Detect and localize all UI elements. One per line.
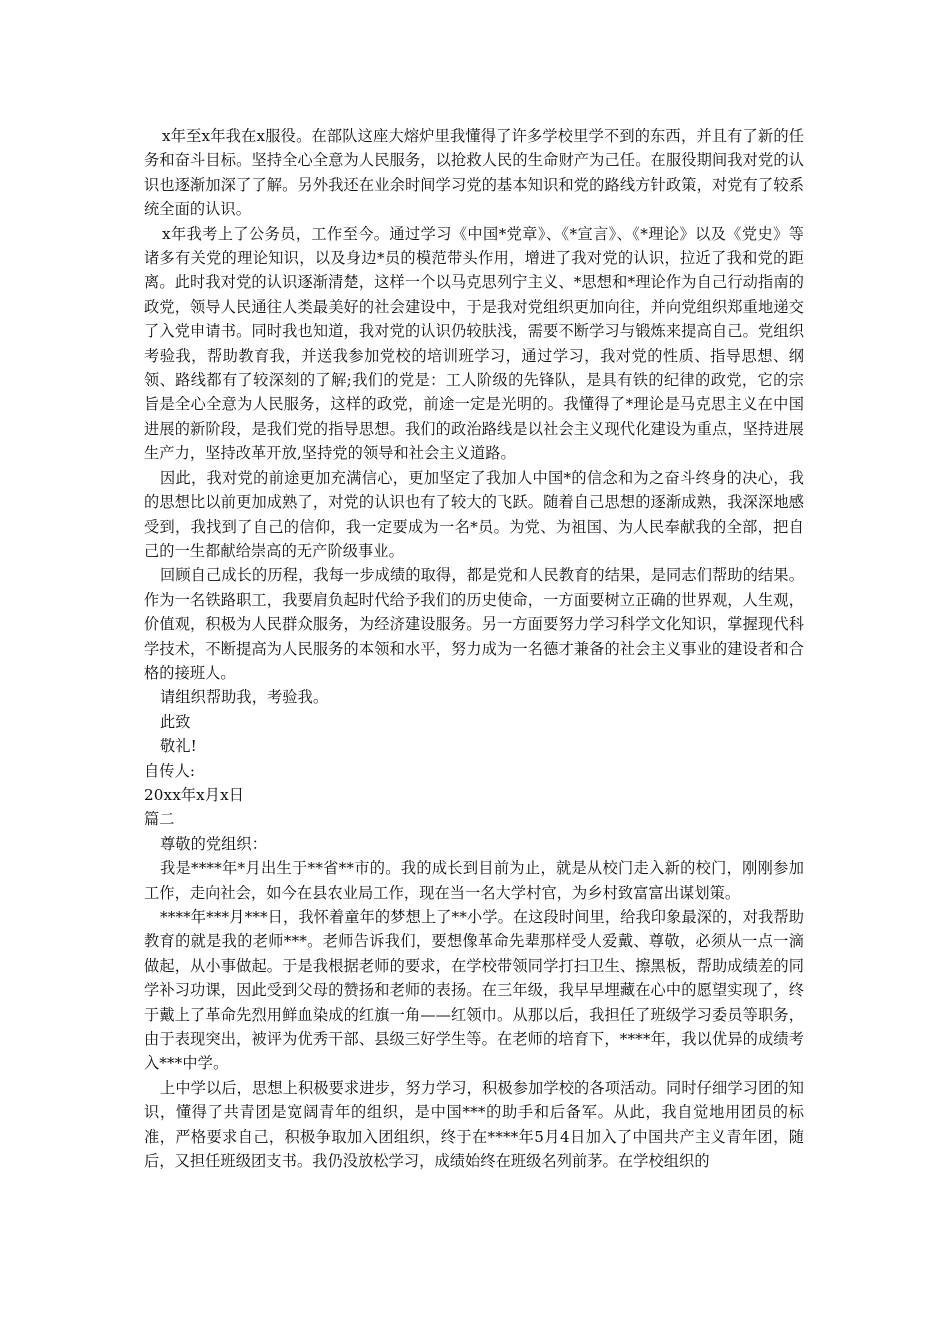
salutation-respect: 敬礼!	[160, 737, 197, 756]
paragraph-review: 回顾自己成长的历程，我每一步成绩的取得，都是党和人民教育的结果，是同志们帮助的结果。作为一名铁路职工，我要肩负起时代给予我们的历史使命，一方面要树立正确的世界观，人生观，价值观，积极为人民群众服务，为经济建设服务。另一方面要努力学习科学文化知识，掌握现代科学技术，不断提高为人民服务的本领和水平，努力成为一名德才兼备的社会主义事业的建设者和合格的接班人。	[144, 566, 804, 682]
author-label: 自传人:	[144, 761, 196, 780]
section-heading: 篇二	[144, 810, 175, 829]
paragraph-primary-school: ****年***月***日，我怀着童年的梦想上了**小学。在这段时间里，给我印象最深的，对我帮助教育的就是我的老师***。老师告诉我们，要想像革命先辈那样受人爱戴、尊敬，必须从一点一滴做起，从小事做起。于是我根据老师的要求，在学校带领同学打扫卫生、擦黑板，帮助成绩差的同学补习功课，因此受到父母的赞扬和老师的表扬。在三年级，我早早埋藏在心中的愿望实现了，终于戴上了革命先烈用鲜血染成的红旗一角——红领巾。从那以后，我担任了班级学习委员等职务，由于表现突出，被评为优秀干部、县级三好学生等。在老师的培育下，****年，我以优异的成绩考入***中学。	[144, 908, 804, 1073]
paragraph-confidence: 因此，我对党的前途更加充满信心，更加坚定了我加人中国*的信念和为之奋斗终身的决心，我的思想比以前更加成熟了，对党的认识也有了较大的飞跃。随着自己思想的逐渐成熟，我深深地感受到，我找到了自己的信仰，我一定要成为一名*员。为党、为祖国、为人民奉献我的全部，把自己的一生都献给崇高的无产阶级事业。	[144, 468, 804, 560]
paragraph-civil-servant: x年我考上了公务员，工作至今。通过学习《中国*党章》、《*宣言》、《*理论》以及《党史》等诸多有关党的理论知识，以及身边*员的模范带头作用，增进了我对党的认识，拉近了我和党的距离。此时我对党的认识逐渐清楚，这样一个以马克思列宁主义、*思想和*理论作为自己行动指南的政党，领导人民通往人类最美好的社会建设中，于是我对党组织更加向往，并向党组织郑重地递交了入党申请书。同时我也知道，我对党的认识仍较肤浅，需要不断学习与锻炼来提高自己。党组织考验我，帮助教育我，并送我参加党校的培训班学习，通过学习，我对党的性质、指导思想、纲领、路线都有了较深刻的了解;我们的党是：工人阶级的先锋队，是具有铁的纪律的政党，它的宗旨是全心全意为人民服务，这样的政党，前途一定是光明的。我懂得了*理论是马克思主义在中国进展的新阶段，是我们党的指导思想。我们的政治路线是以社会主义现代化建设为重点，坚持进展生产力，坚持改革开放,坚持党的领导和社会主义道路。	[144, 224, 804, 463]
paragraph-middle-school: 上中学以后，思想上积极要求进步，努力学习，积极参加学校的各项活动。同时仔细学习团的知识，懂得了共青团是宽阔青年的组织，是中国***的助手和后备军。从此，我自觉地用团员的标准，严格要求自己，积极争取加入团组织，终于在****年5月4日加入了中国共产主义青年团，随后，又担任班级团支书。我仍没放松学习，成绩始终在班级名列前茅。在学校组织的	[144, 1078, 804, 1171]
greeting: 尊敬的党组织：	[160, 834, 268, 853]
date-line: 20xx年x月x日	[144, 785, 245, 804]
paragraph-birth: 我是****年*月出生于**省**市的。我的成长到目前为止，就是从校门走入新的校门，刚刚参加工作，走向社会，如今在县农业局工作，现在当一名大学村官，为乡村致富富出谋划策。	[144, 859, 804, 902]
salutation-closing: 此致	[160, 712, 191, 731]
paragraph-request: 请组织帮助我，考验我。	[160, 688, 329, 707]
document-body	[144, 124, 804, 1173]
paragraph-service: x年至x年我在x服役。在部队这座大熔炉里我懂得了许多学校里学不到的东西，并且有了新的任务和奋斗目标。坚持全心全意为人民服务，以抢救人民的生命财产为己任。在服役期间我对党的认识也逐渐加深了了解。另外我还在业余时间学习党的基本知识和党的路线方针政策，对党有了较系统全面的认识。	[144, 127, 804, 219]
